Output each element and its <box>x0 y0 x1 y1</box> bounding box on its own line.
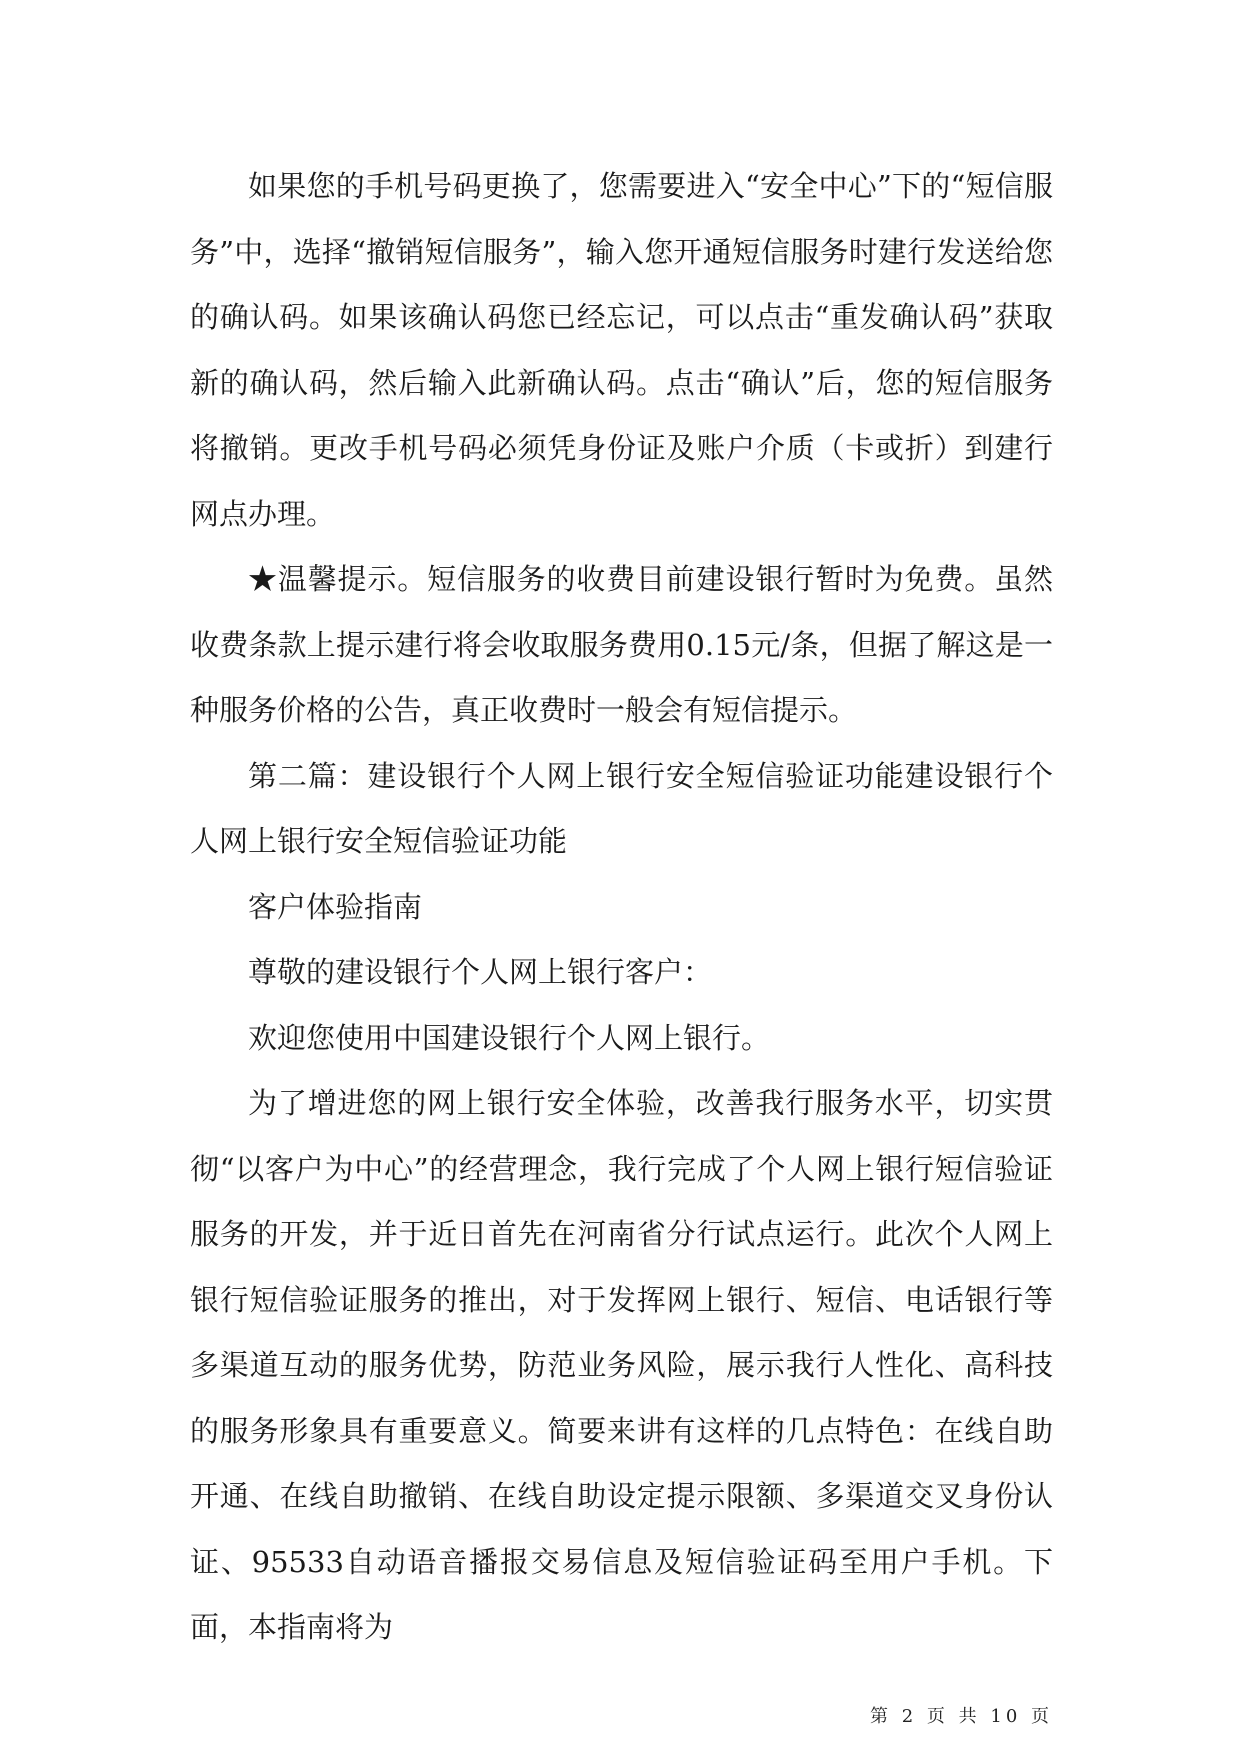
paragraph-welcome: 欢迎您使用中国建设银行个人网上银行。 <box>248 1020 771 1055</box>
paragraph-sms-cancel: 如果您的手机号码更换了，您需要进入“安全中心”下的“短信服务”中，选择“撤销短信服务”，输入您开通短信服务时建行发送给您的确认码。如果该确认码您已经忘记，可以点击“重发确认码”获取新的确认码，然后输入此新确认码。点击“确认”后，您的短信服务将撤销。更改手机号码必须凭身份证及账户介质（卡或折）到建行网点办理。 <box>190 169 1053 531</box>
document-body <box>190 154 1053 1661</box>
paragraph-fee-tip: ★温馨提示。短信服务的收费目前建设银行暂时为免费。虽然收费条款上提示建行将会收取服务费用0.15元/条，但据了解这是一种服务价格的公告，真正收费时一般会有短信提示。 <box>190 562 1053 727</box>
paragraph-guide-title: 客户体验指南 <box>248 889 423 924</box>
paragraph-section-two-title: 第二篇：建设银行个人网上银行安全短信验证功能建设银行个人网上银行安全短信验证功能 <box>190 758 1053 858</box>
page-number-footer: 第 2 页 共 10 页 <box>870 1706 1053 1727</box>
paragraph-salutation: 尊敬的建设银行个人网上银行客户： <box>248 955 713 989</box>
paragraph-intro: 为了增进您的网上银行安全体验，改善我行服务水平，切实贯彻“以客户为中心”的经营理念，我行完成了个人网上银行短信验证服务的开发，并于近日首先在河南省分行试点运行。此次个人网上银行短信验证服务的推出，对于发挥网上银行、短信、电话银行等多渠道互动的服务优势，防范业务风险，展示我行人性化、高科技的服务形象具有重要意义。简要来讲有这样的几点特色：在线自助开通、在线自助撤销、在线自助设定提示限额、多渠道交叉身份认证、95533自动语音播报交易信息及短信验证码至用户手机。下面，本指南将为 <box>190 1086 1053 1644</box>
